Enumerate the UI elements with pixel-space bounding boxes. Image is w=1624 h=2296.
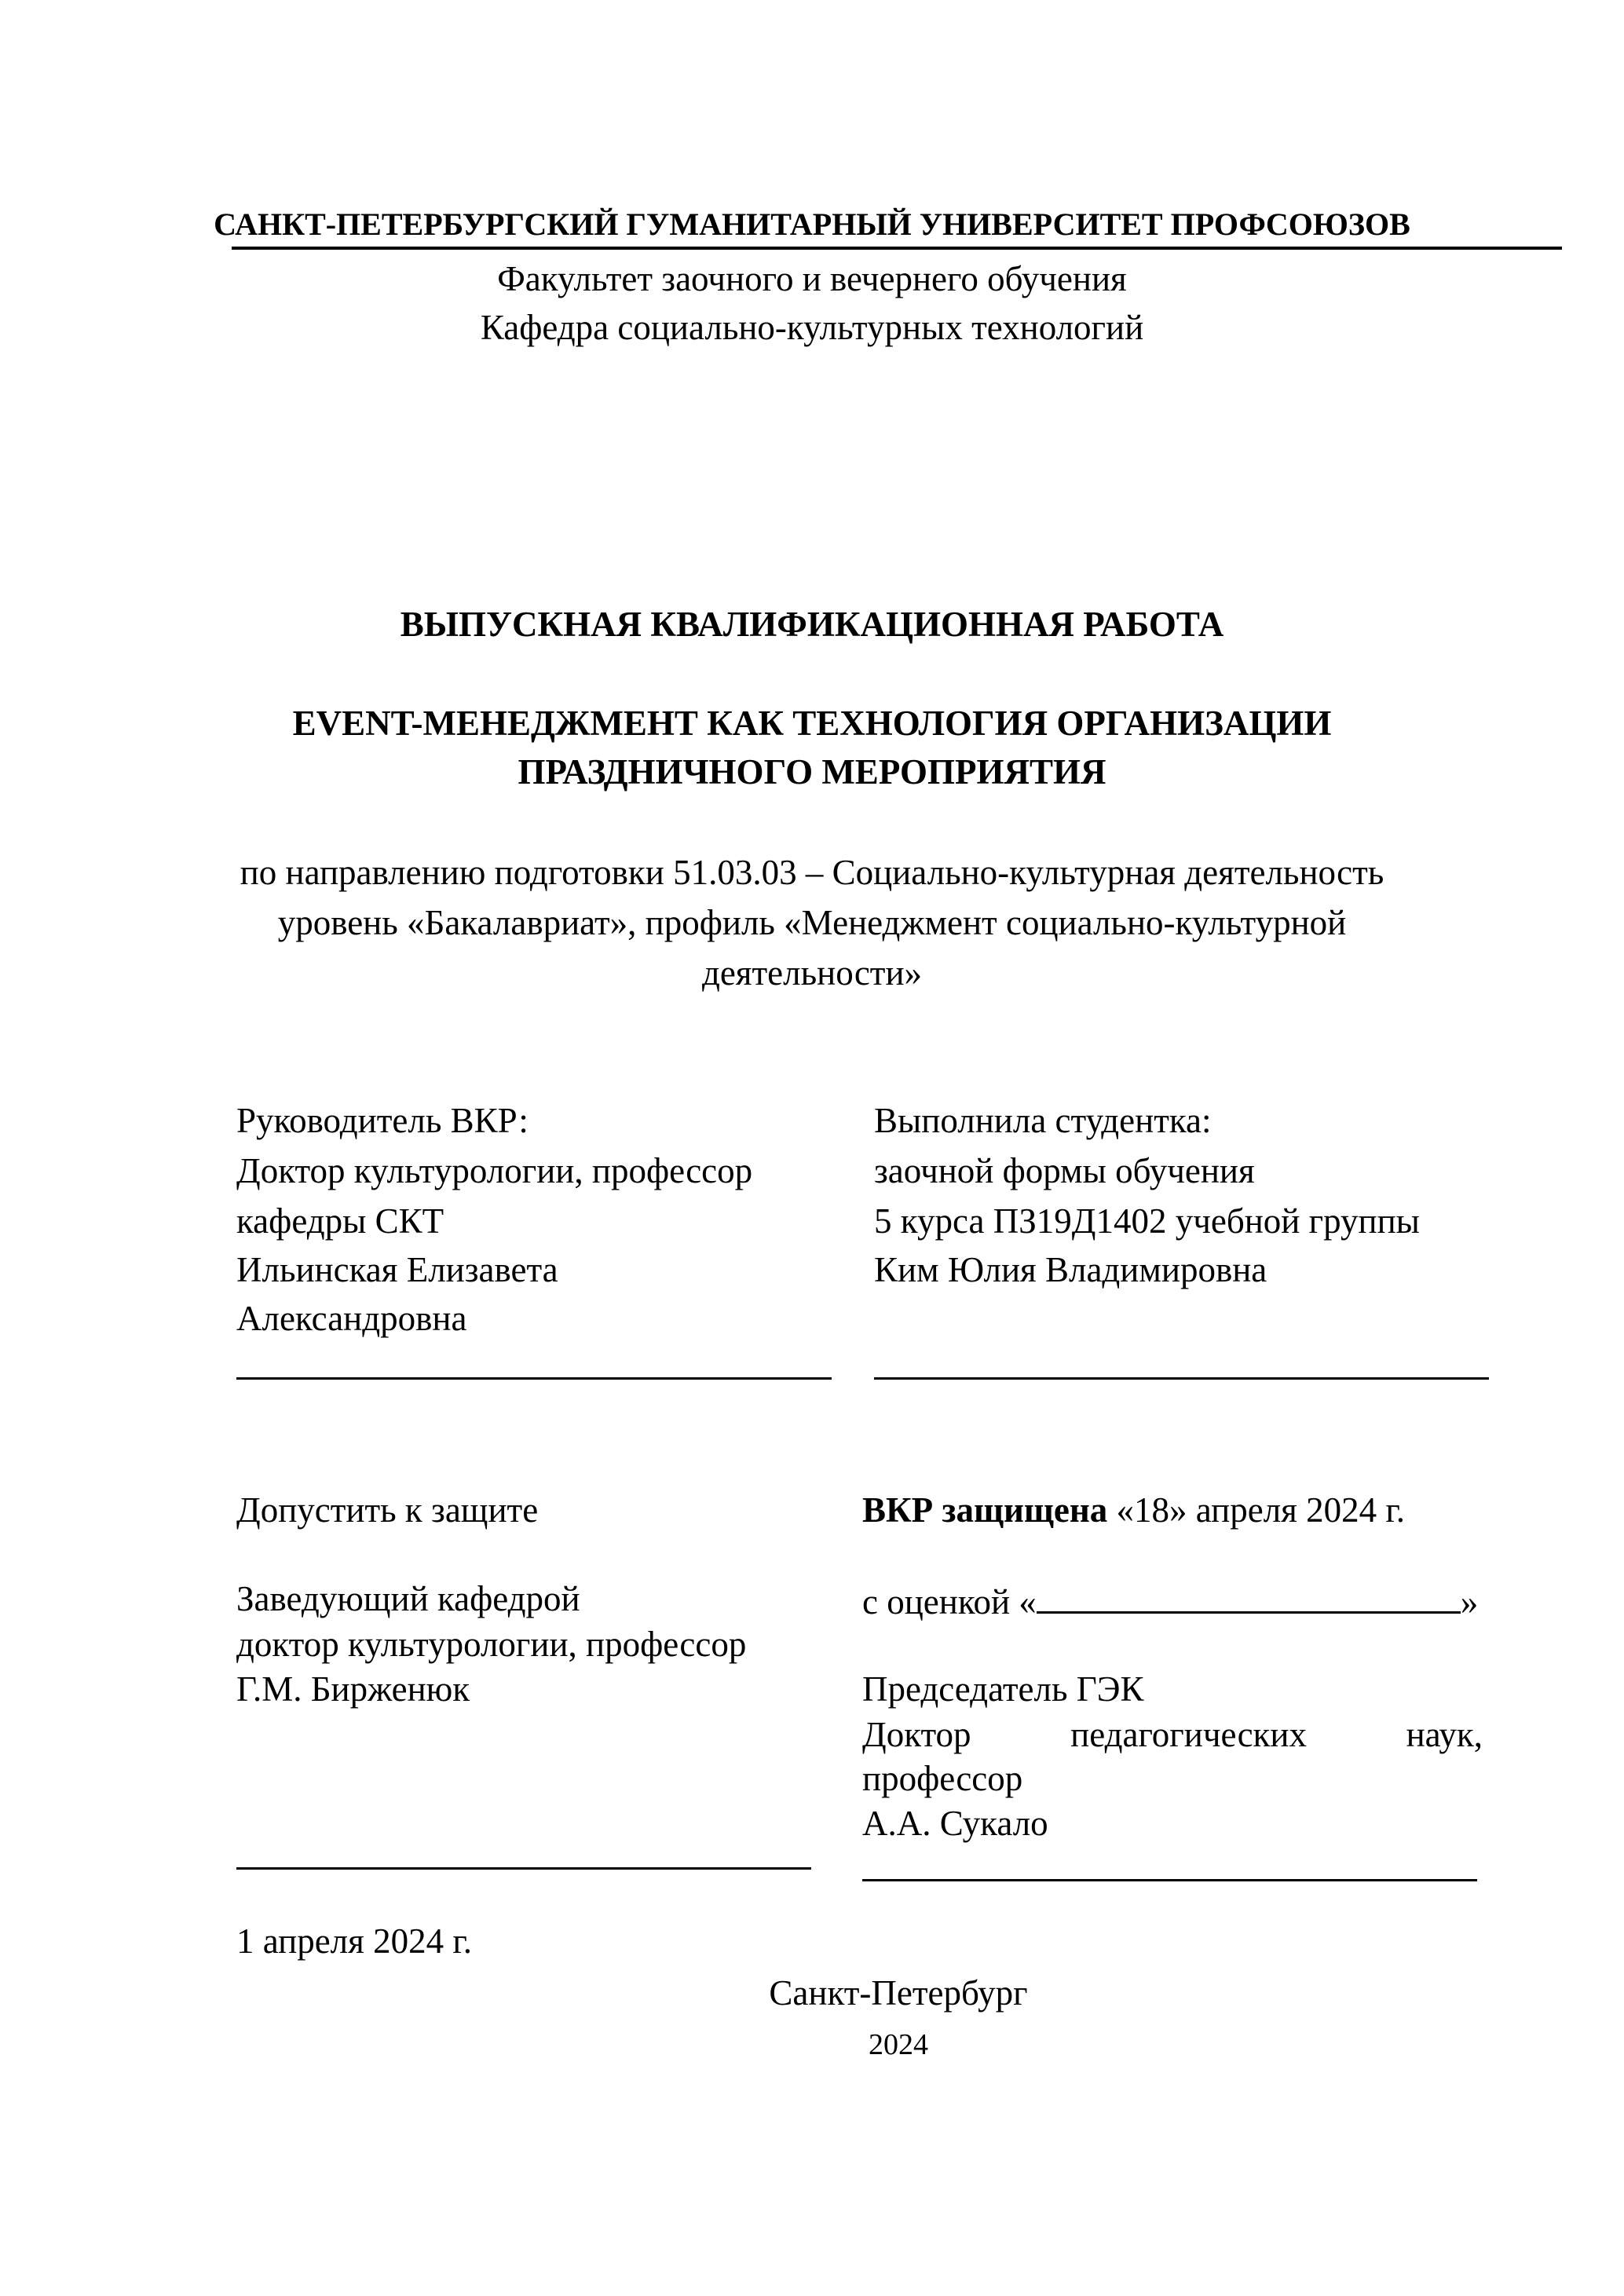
grade-prefix: с оценкой « [862,1582,1037,1621]
student-name: Ким Юлия Владимировна [874,1250,1267,1289]
university-name: САНКТ-ПЕТЕРБУРГСКИЙ ГУМАНИТАРНЫЙ УНИВЕРСИТЕТ ПРОФСОЮЗОВ [214,207,1410,242]
direction-line-2: уровень «Бакалавриат», профиль «Менеджмент социально-культурной [277,903,1347,942]
grade-blank [1037,1577,1461,1614]
head-signature-line [236,1867,811,1870]
chair-degree-word: Доктор [862,1715,971,1754]
topic-line-1: EVENT-МЕНЕДЖМЕНТ КАК ТЕХНОЛОГИЯ ОРГАНИЗАЦИИ [292,704,1332,743]
defense-status [862,1488,1405,1532]
admission-date: 1 апреля 2024 г. [236,1921,472,1961]
chair-name: А.А. Сукало [862,1804,1048,1843]
header-rule [232,247,1562,250]
chair-degree-word: педагогических [1070,1715,1307,1754]
supervisor-name-1: Ильинская Елизавета [236,1250,558,1289]
head-name: Г.М. Бирженюк [236,1669,470,1709]
admission-label: Допустить к защите [236,1490,539,1530]
defense-label: ВКР защищена [862,1490,1108,1530]
student-label: Выполнила студентка: [874,1101,1212,1140]
direction-line-1: по направлению подготовки 51.03.03 – Социально-культурная деятельность [240,853,1384,892]
faculty-name: Факультет заочного и вечернего обучения [497,259,1127,298]
chair-degree-line-1 [862,1713,1483,1757]
student-signature-line [874,1377,1489,1380]
chair-title: Председатель ГЭК [862,1669,1144,1709]
topic-line-2: ПРАЗДНИЧНОГО МЕРОПРИЯТИЯ [518,752,1106,792]
work-type-title: ВЫПУСКНАЯ КВАЛИФИКАЦИОННАЯ РАБОТА [400,605,1224,644]
head-title: Заведующий кафедрой [236,1579,580,1618]
student-form: заочной формы обучения [874,1151,1255,1190]
city: Санкт-Петербург [769,1973,1028,2013]
year: 2024 [869,2028,928,2061]
supervisor-name-2: Александровна [236,1299,467,1338]
chair-degree-line-2: профессор [862,1759,1023,1798]
department-name: Кафедра социально-культурных технологий [480,308,1144,347]
head-degree: доктор культурологии, профессор [236,1625,747,1664]
supervisor-dept: кафедры СКТ [236,1201,444,1241]
supervisor-degree: Доктор культурологии, профессор [236,1151,753,1190]
supervisor-label: Руководитель ВКР: [236,1101,529,1140]
chair-degree-word: наук, [1406,1715,1483,1754]
defense-date: «18» апреля 2024 г. [1107,1490,1406,1530]
supervisor-signature-line [236,1377,832,1380]
chair-signature-line [862,1879,1477,1881]
student-group: 5 курса ПЗ19Д1402 учебной группы [874,1201,1420,1241]
grade-line [862,1577,1478,1624]
direction-line-3: деятельности» [701,953,923,993]
grade-suffix: » [1460,1582,1479,1621]
